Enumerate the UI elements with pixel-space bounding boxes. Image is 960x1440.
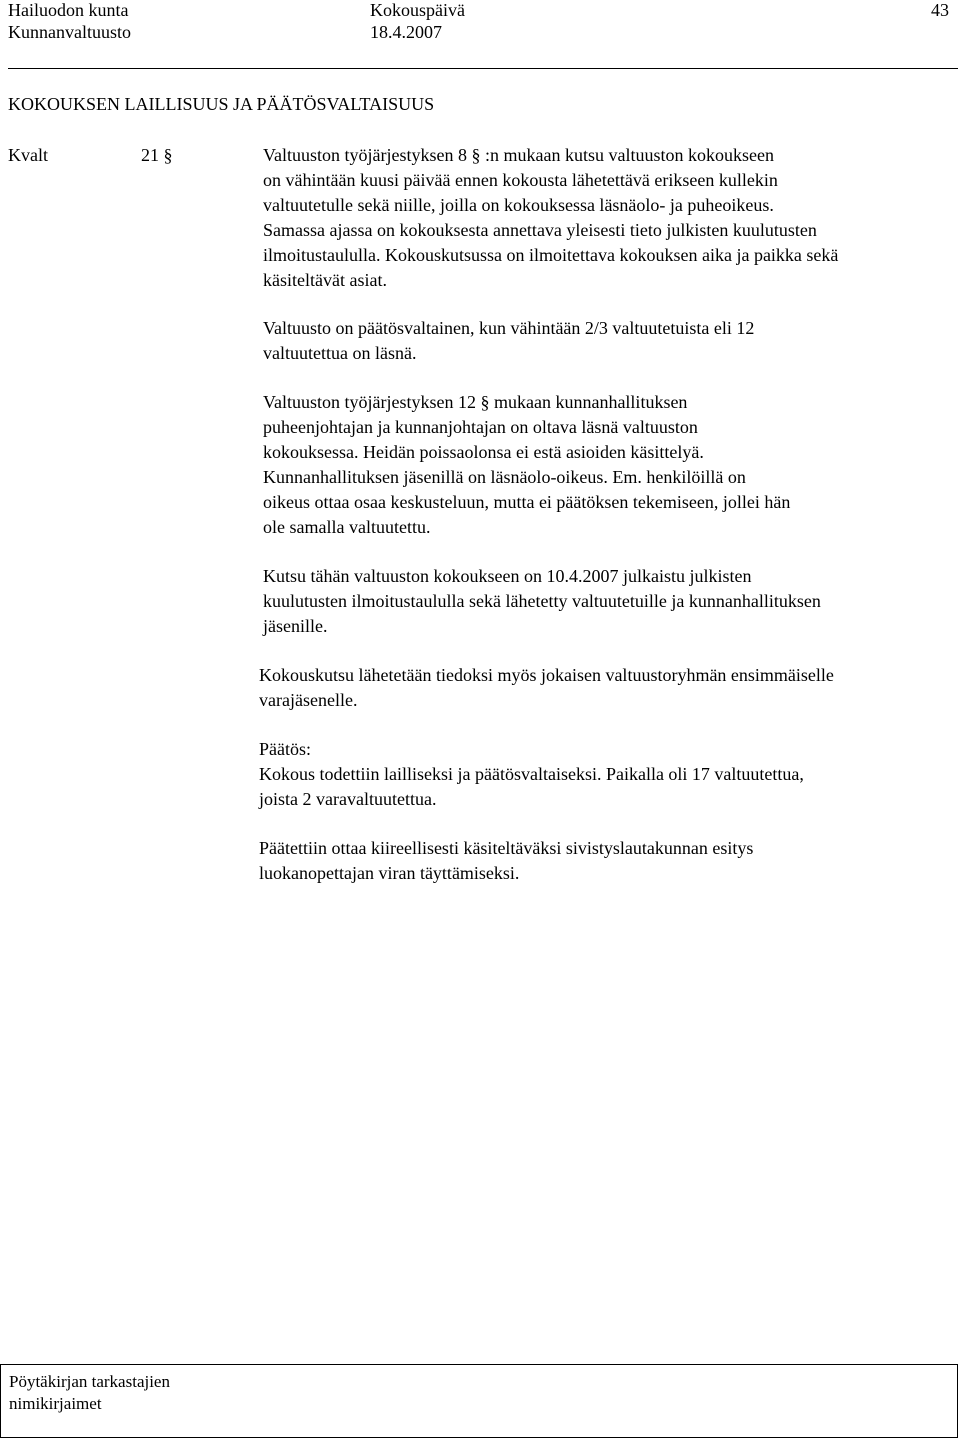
text-line: jäsenille. bbox=[263, 616, 328, 636]
section-mark: § bbox=[163, 145, 173, 165]
text-line: Samassa ajassa on kokouksesta annettava yleisesti tieto julkisten kuulutusten bbox=[263, 220, 817, 240]
text-line: Päätettiin ottaa kiireellisesti käsiteltäväksi sivistyslautakunnan esitys bbox=[259, 838, 754, 858]
date-label: Kokouspäivä bbox=[370, 0, 465, 20]
organ-name: Kunnanvaltuusto bbox=[8, 22, 131, 42]
municipality-name: Hailuodon kunta bbox=[8, 0, 129, 20]
initials-label bbox=[9, 1371, 170, 1415]
initials-label-line2: nimikirjaimet bbox=[9, 1394, 102, 1413]
text-line: ilmoitustaululla. Kokouskutsussa on ilmoitettava kokouksen aika ja paikka sekä bbox=[263, 245, 839, 265]
page-number: 43 bbox=[931, 0, 949, 20]
meeting-date: 18.4.2007 bbox=[370, 22, 442, 42]
section-title: KOKOUKSEN LAILLISUUS JA PÄÄTÖSVALTAISUUS bbox=[8, 94, 435, 114]
text-line: oikeus ottaa osaa keskusteluun, mutta ei päätöksen tekemiseen, jollei hän bbox=[263, 492, 791, 512]
text-line: Valtuuston työjärjestyksen 12 § mukaan kunnanhallituksen bbox=[263, 392, 688, 412]
text-line: kokouksessa. Heidän poissaolonsa ei estä asioiden käsittelyä. bbox=[263, 442, 704, 462]
text-line: luokanopettajan viran täyttämiseksi. bbox=[259, 863, 520, 883]
text-line: Kutsu tähän valtuuston kokoukseen on 10.4.2007 julkaistu julkisten bbox=[263, 566, 752, 586]
item-organ: Kvalt bbox=[8, 145, 48, 165]
text-line: Kunnanhallituksen jäsenillä on läsnäolo-oikeus. Em. henkilöillä on bbox=[263, 467, 746, 487]
header-divider bbox=[8, 68, 958, 69]
text-line: Kokous todettiin lailliseksi ja päätösvaltaiseksi. Paikalla oli 17 valtuutettua, bbox=[259, 764, 804, 784]
initials-label-line1: Pöytäkirjan tarkastajien bbox=[9, 1372, 170, 1391]
text-line: ole samalla valtuutettu. bbox=[263, 517, 431, 537]
item-number-value: 21 bbox=[141, 145, 159, 165]
text-line: puheenjohtajan ja kunnanjohtajan on oltava läsnä valtuuston bbox=[263, 417, 698, 437]
text-line: kuulutusten ilmoitustaululla sekä lähetetty valtuutetuille ja kunnanhallituksen bbox=[263, 591, 821, 611]
text-line: varajäsenelle. bbox=[259, 690, 358, 710]
text-line: valtuutettua on läsnä. bbox=[263, 343, 417, 363]
item-number bbox=[141, 143, 173, 168]
initials-box bbox=[0, 1364, 958, 1438]
text-line: valtuutetulle sekä niille, joilla on kokouksessa läsnäolo- ja puheoikeus. bbox=[263, 195, 774, 215]
text-line: on vähintään kuusi päivää ennen kokousta lähetettävä erikseen kullekin bbox=[263, 170, 778, 190]
text-line: joista 2 varavaltuutettua. bbox=[259, 789, 437, 809]
text-line: Valtuuston työjärjestyksen 8 § :n mukaan kutsu valtuuston kokoukseen bbox=[263, 145, 774, 165]
text-line: Valtuusto on päätösvaltainen, kun vähintään 2/3 valtuutetuista eli 12 bbox=[263, 318, 755, 338]
text-line: käsiteltävät asiat. bbox=[263, 270, 387, 290]
text-line: Kokouskutsu lähetetään tiedoksi myös jokaisen valtuustoryhmän ensimmäiselle bbox=[259, 665, 834, 685]
decision-label: Päätös: bbox=[259, 739, 311, 759]
